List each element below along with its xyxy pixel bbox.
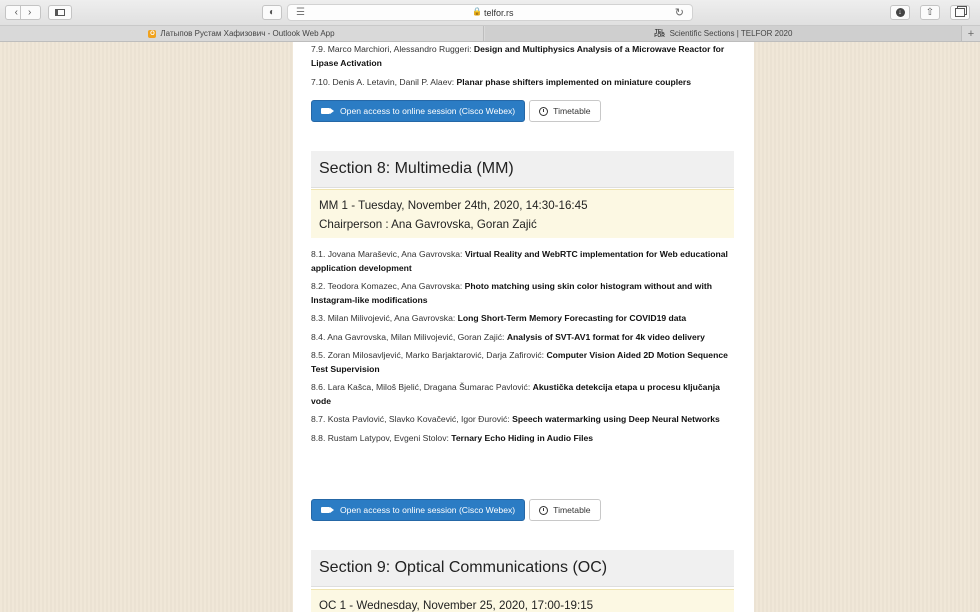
shield-icon: ◐ — [268, 6, 276, 18]
webex-button[interactable] — [311, 499, 525, 521]
paper-title: Virtual Reality and WebRTC implementation for Web educational application development — [311, 249, 728, 273]
section-title-text: Section 9: Optical Communications (OC) — [319, 559, 608, 576]
paper-authors: 8.3. Milan Milivojević, Ana Gavrovska: — [311, 313, 458, 323]
new-tab-icon: + — [967, 27, 975, 40]
paper-authors: 8.1. Jovana Maraševic, Ana Gavrovska: — [311, 249, 465, 259]
sidebar-button[interactable] — [48, 5, 72, 20]
paper-title: Analysis of SVT-AV1 format for 4k video delivery — [506, 331, 705, 342]
webex-button[interactable] — [311, 100, 525, 122]
lock-icon: 🔒 — [472, 7, 482, 16]
timetable-button-label: Timetable — [553, 505, 591, 515]
webex-button-label: Open access to online session (Cisco Webex) — [340, 106, 516, 116]
section8-session-info — [311, 189, 734, 238]
paper-authors: 7.9. Marco Marchiori, Alessandro Ruggeri: — [311, 44, 474, 54]
paper-item — [311, 76, 736, 90]
paper-title: Speech watermarking using Deep Neural Networks — [512, 414, 720, 424]
reload-icon[interactable]: ↻ — [674, 7, 684, 19]
address-bar[interactable] — [287, 4, 693, 21]
section7-actions — [311, 100, 601, 122]
timetable-button-label: Timetable — [553, 106, 591, 116]
timetable-button[interactable] — [529, 499, 600, 521]
browser-toolbar — [0, 0, 980, 26]
paper-title: Design and Multiphysics Analysis of a Microwave Reactor for Lipase Activation — [311, 44, 725, 68]
sidebar-icon — [55, 9, 65, 16]
paper-item — [311, 381, 736, 408]
tab-telfor[interactable] — [485, 26, 961, 41]
tabs-overview-icon — [955, 8, 965, 17]
tab-title: Латыпов Рустам Хафизович - Outlook Web App — [160, 29, 335, 38]
paper-title: Planar phase shifters implemented on miniature couplers — [456, 77, 692, 87]
back-icon: ‹ — [14, 6, 18, 18]
video-camera-icon — [321, 108, 330, 114]
tab-outlook[interactable] — [0, 26, 484, 41]
forward-icon: › — [28, 6, 32, 18]
paper-authors: 7.10. Denis A. Letavin, Danil P. Alaev: — [311, 77, 457, 87]
paper-title: Computer Vision Aided 2D Motion Sequence Test Supervision — [311, 350, 728, 374]
clock-icon — [539, 107, 548, 116]
tab-bar — [0, 26, 980, 42]
paper-authors: 8.6. Lara Kašca, Miloš Bjelić, Dragana Šumarac Pavlović: — [311, 382, 533, 392]
reader-icon[interactable]: ☰ — [296, 7, 305, 18]
new-tab-button[interactable] — [961, 26, 980, 41]
tabs-overview-button[interactable] — [950, 5, 970, 20]
paper-item — [311, 312, 736, 326]
section7-paper-list — [311, 43, 736, 96]
paper-authors: 8.2. Teodora Komazec, Ana Gavrovska: — [311, 281, 465, 291]
session-time: OC 1 - Wednesday, November 25, 2020, 17:00-19:15 — [319, 599, 594, 612]
video-camera-icon — [321, 507, 330, 513]
paper-title: Photo matching using skin color histogram without and with Instagram-like modifications — [311, 281, 712, 305]
paper-item — [311, 248, 736, 275]
paper-title: Ternary Echo Hiding in Audio Files — [451, 432, 594, 443]
webex-button-label: Open access to online session (Cisco Webex) — [340, 505, 516, 515]
paper-item — [311, 432, 736, 446]
download-button[interactable] — [890, 5, 910, 20]
session-chair: Chairperson : Ana Gavrovska, Goran Zajić — [319, 218, 537, 231]
paper-item — [311, 280, 736, 307]
share-button[interactable] — [920, 5, 940, 20]
share-icon: ⇧ — [925, 6, 935, 18]
section8-title — [311, 151, 734, 188]
paper-authors: 8.7. Kosta Pavlović, Slavko Kovačević, Igor Đurović: — [311, 414, 513, 424]
paper-title: Akustička detekcija etapa u procesu ključanja vode — [311, 382, 720, 406]
url-text: telfor.rs — [484, 8, 514, 18]
back-button[interactable] — [5, 5, 41, 20]
clock-icon — [539, 506, 548, 515]
nav-divider — [20, 6, 21, 19]
section8-actions — [311, 499, 601, 521]
paper-item — [311, 331, 736, 345]
privacy-button[interactable] — [262, 5, 282, 20]
section9-session-info — [311, 589, 734, 612]
telfor-favicon-icon: TEL FOR — [654, 28, 665, 39]
session-time: MM 1 - Tuesday, November 24th, 2020, 14:30-16:45 — [319, 199, 588, 212]
timetable-button[interactable] — [529, 100, 600, 122]
paper-item — [311, 349, 736, 376]
section9-title — [311, 550, 734, 587]
paper-authors: 8.8. Rustam Latypov, Evgeni Stolov: — [311, 432, 452, 443]
outlook-favicon-icon: O — [150, 30, 155, 37]
paper-title: Long Short-Term Memory Forecasting for COVID19 data — [457, 313, 687, 323]
paper-authors: 8.5. Zoran Milosavljević, Marko Barjaktarović, Darja Zafirović: — [311, 350, 547, 360]
download-icon: ↓ — [896, 8, 905, 17]
paper-authors: 8.4. Ana Gavrovska, Milan Milivojević, Goran Zajić: — [311, 331, 507, 342]
page-content — [293, 42, 754, 612]
section-title-text: Section 8: Multimedia (MM) — [319, 160, 514, 177]
section8-paper-list — [311, 248, 736, 450]
paper-item — [311, 43, 736, 70]
paper-item — [311, 413, 736, 427]
tab-title: Scientific Sections | TELFOR 2020 — [669, 29, 793, 38]
